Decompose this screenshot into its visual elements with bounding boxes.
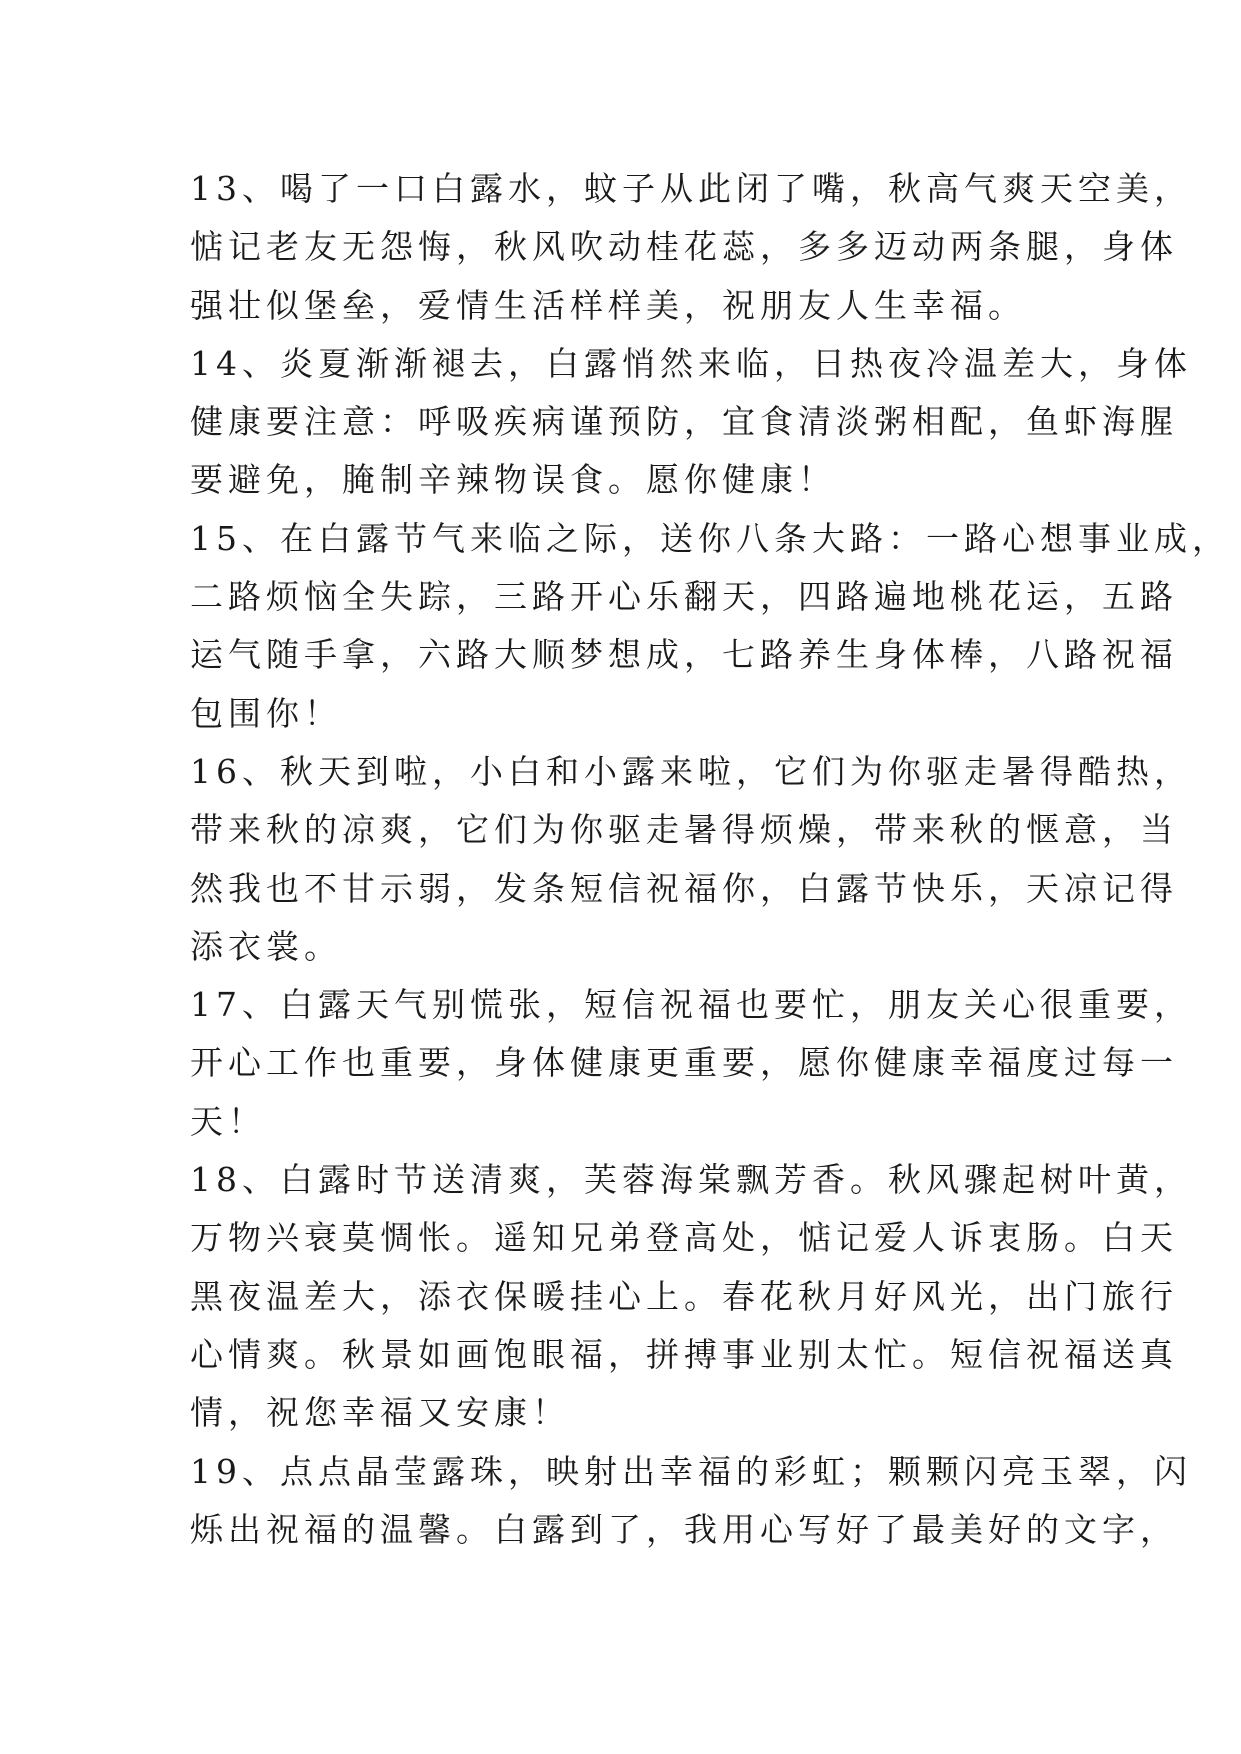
entry-15 <box>190 510 1230 743</box>
text-line: 14、炎夏渐渐褪去，白露悄然来临，日热夜冷温差大，身体 <box>190 343 1192 383</box>
entry-14 <box>190 335 1192 510</box>
text-line: 要避免，腌制辛辣物误食。愿你健康！ <box>190 460 836 500</box>
entry-13 <box>190 160 1192 335</box>
text-line: 18、白露时节送清爽，芙蓉海棠飘芳香。秋风骤起树叶黄， <box>190 1160 1192 1200</box>
text-line: 二路烦恼全失踪，三路开心乐翻天，四路遍地桃花运，五路 <box>190 577 1178 617</box>
entry-17 <box>190 976 1192 1151</box>
entry-16 <box>190 743 1192 976</box>
text-line: 15、在白露节气来临之际，送你八条大路：一路心想事业成， <box>190 518 1230 558</box>
text-line: 开心工作也重要，身体健康更重要，愿你健康幸福度过每一 <box>190 1043 1178 1083</box>
text-line: 情，祝您幸福又安康！ <box>190 1393 570 1433</box>
text-line: 19、点点晶莹露珠，映射出幸福的彩虹；颗颗闪亮玉翠，闪 <box>190 1451 1192 1491</box>
document-body <box>190 160 1230 1559</box>
text-line: 烁出祝福的温馨。白露到了，我用心写好了最美好的文字， <box>190 1509 1178 1549</box>
text-line: 然我也不甘示弱，发条短信祝福你，白露节快乐，天凉记得 <box>190 868 1178 908</box>
entry-19 <box>190 1443 1192 1560</box>
text-line: 13、喝了一口白露水，蚊子从此闭了嘴，秋高气爽天空美， <box>190 169 1192 208</box>
entry-18 <box>190 1151 1192 1442</box>
text-line: 惦记老友无怨悔，秋风吹动桂花蕊，多多迈动两条腿，身体 <box>190 227 1178 267</box>
text-line: 包围你！ <box>190 693 342 733</box>
text-line: 带来秋的凉爽，它们为你驱走暑得烦燥，带来秋的惬意，当 <box>190 810 1178 850</box>
text-line: 黑夜温差大，添衣保暖挂心上。春花秋月好风光，出门旅行 <box>190 1276 1178 1316</box>
text-line: 万物兴衰莫惆怅。遥知兄弟登高处，惦记爱人诉衷肠。白天 <box>190 1218 1178 1258</box>
text-line: 添衣裳。 <box>190 926 342 966</box>
text-line: 强壮似堡垒，爱情生活样样美，祝朋友人生幸福。 <box>190 285 1026 325</box>
text-line: 16、秋天到啦，小白和小露来啦，它们为你驱走暑得酷热， <box>190 751 1192 791</box>
text-line: 17、白露天气别慌张，短信祝福也要忙，朋友关心很重要， <box>190 985 1192 1025</box>
text-line: 天！ <box>190 1101 266 1141</box>
text-line: 心情爽。秋景如画饱眼福，拼搏事业别太忙。短信祝福送真 <box>190 1334 1178 1374</box>
text-line: 运气随手拿，六路大顺梦想成，七路养生身体棒，八路祝福 <box>190 635 1178 675</box>
text-line: 健康要注意：呼吸疾病谨预防，宜食清淡粥相配，鱼虾海腥 <box>190 402 1178 442</box>
